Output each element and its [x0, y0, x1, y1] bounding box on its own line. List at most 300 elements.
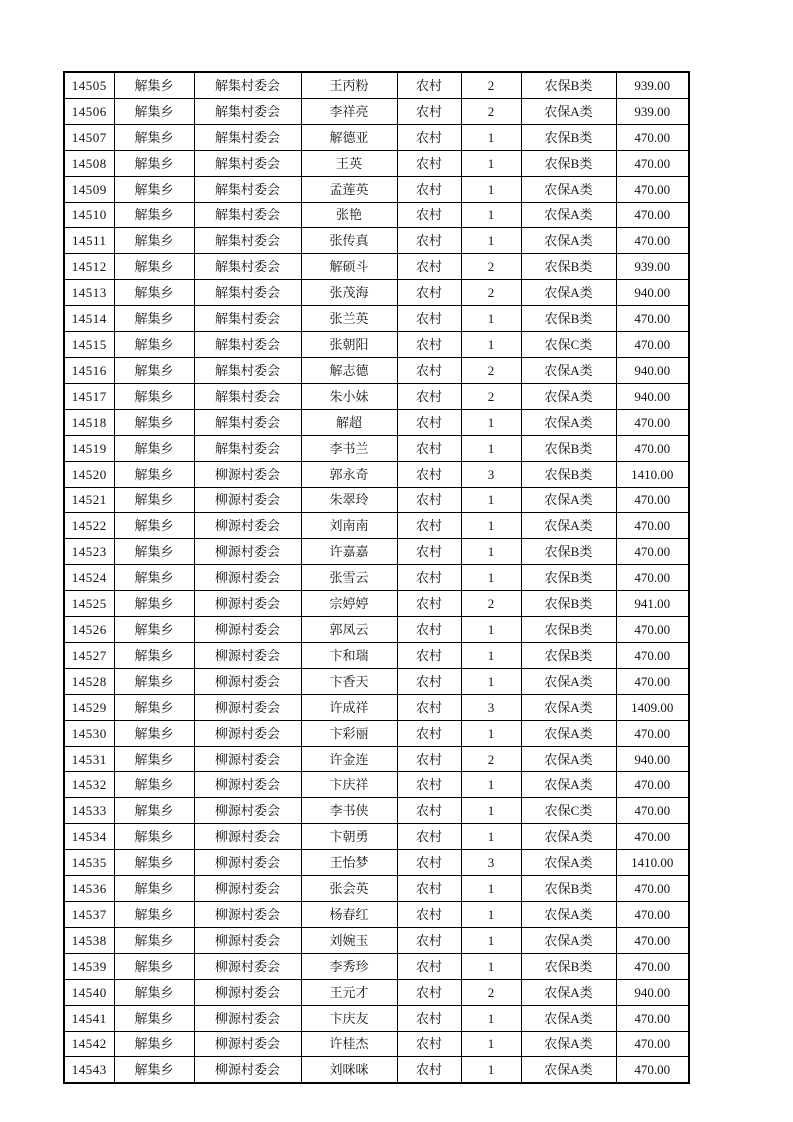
id-cell: 14510: [64, 202, 114, 228]
village-cell: 解集村委会: [194, 150, 301, 176]
village-cell: 柳源村委会: [194, 565, 301, 591]
count-cell: 2: [461, 383, 521, 409]
table-row: [64, 850, 689, 876]
category-cell: 农保B类: [521, 254, 616, 280]
amount-cell: 940.00: [616, 383, 689, 409]
township-cell: 解集乡: [114, 617, 194, 643]
residence-cell: 农村: [397, 332, 461, 358]
residence-cell: 农村: [397, 461, 461, 487]
table-row: [64, 798, 689, 824]
township-cell: 解集乡: [114, 461, 194, 487]
table-row: [64, 1057, 689, 1083]
table-row: [64, 824, 689, 850]
amount-cell: 939.00: [616, 98, 689, 124]
township-cell: 解集乡: [114, 487, 194, 513]
village-cell: 柳源村委会: [194, 902, 301, 928]
township-cell: 解集乡: [114, 124, 194, 150]
amount-cell: 470.00: [616, 1057, 689, 1083]
id-cell: 14523: [64, 539, 114, 565]
table-row: [64, 953, 689, 979]
township-cell: 解集乡: [114, 72, 194, 98]
township-cell: 解集乡: [114, 746, 194, 772]
amount-cell: 470.00: [616, 332, 689, 358]
id-cell: 14538: [64, 927, 114, 953]
township-cell: 解集乡: [114, 642, 194, 668]
name-cell: 卞庆祥: [301, 772, 397, 798]
amount-cell: 470.00: [616, 876, 689, 902]
table-row: [64, 435, 689, 461]
table-row: [64, 876, 689, 902]
table-row: [64, 979, 689, 1005]
amount-cell: 470.00: [616, 668, 689, 694]
village-cell: 柳源村委会: [194, 876, 301, 902]
id-cell: 14519: [64, 435, 114, 461]
township-cell: 解集乡: [114, 1057, 194, 1083]
residence-cell: 农村: [397, 435, 461, 461]
category-cell: 农保B类: [521, 150, 616, 176]
village-cell: 柳源村委会: [194, 513, 301, 539]
township-cell: 解集乡: [114, 902, 194, 928]
id-cell: 14537: [64, 902, 114, 928]
residence-cell: 农村: [397, 98, 461, 124]
category-cell: 农保A类: [521, 979, 616, 1005]
count-cell: 1: [461, 228, 521, 254]
table-row: [64, 383, 689, 409]
count-cell: 1: [461, 642, 521, 668]
amount-cell: 939.00: [616, 72, 689, 98]
id-cell: 14535: [64, 850, 114, 876]
table-row: [64, 357, 689, 383]
village-cell: 柳源村委会: [194, 694, 301, 720]
id-cell: 14512: [64, 254, 114, 280]
count-cell: 1: [461, 927, 521, 953]
count-cell: 2: [461, 979, 521, 1005]
township-cell: 解集乡: [114, 876, 194, 902]
residence-cell: 农村: [397, 280, 461, 306]
category-cell: 农保B类: [521, 124, 616, 150]
id-cell: 14543: [64, 1057, 114, 1083]
residence-cell: 农村: [397, 1057, 461, 1083]
category-cell: 农保B类: [521, 876, 616, 902]
township-cell: 解集乡: [114, 668, 194, 694]
category-cell: 农保A类: [521, 824, 616, 850]
table-row: [64, 254, 689, 280]
name-cell: 许成祥: [301, 694, 397, 720]
residence-cell: 农村: [397, 306, 461, 332]
name-cell: 李书兰: [301, 435, 397, 461]
category-cell: 农保B类: [521, 565, 616, 591]
table-row: [64, 539, 689, 565]
village-cell: 解集村委会: [194, 202, 301, 228]
id-cell: 14511: [64, 228, 114, 254]
village-cell: 解集村委会: [194, 176, 301, 202]
name-cell: 刘南南: [301, 513, 397, 539]
category-cell: 农保A类: [521, 927, 616, 953]
id-cell: 14532: [64, 772, 114, 798]
village-cell: 柳源村委会: [194, 772, 301, 798]
id-cell: 14506: [64, 98, 114, 124]
table-row: [64, 668, 689, 694]
amount-cell: 470.00: [616, 772, 689, 798]
table-row: [64, 617, 689, 643]
count-cell: 1: [461, 176, 521, 202]
residence-cell: 农村: [397, 824, 461, 850]
category-cell: 农保A类: [521, 487, 616, 513]
village-cell: 解集村委会: [194, 435, 301, 461]
amount-cell: 470.00: [616, 902, 689, 928]
township-cell: 解集乡: [114, 306, 194, 332]
count-cell: 1: [461, 124, 521, 150]
table-row: [64, 332, 689, 358]
residence-cell: 农村: [397, 1005, 461, 1031]
id-cell: 14514: [64, 306, 114, 332]
table-row: [64, 1005, 689, 1031]
residence-cell: 农村: [397, 668, 461, 694]
village-cell: 解集村委会: [194, 357, 301, 383]
name-cell: 解德亚: [301, 124, 397, 150]
name-cell: 解超: [301, 409, 397, 435]
amount-cell: 470.00: [616, 435, 689, 461]
residence-cell: 农村: [397, 357, 461, 383]
id-cell: 14517: [64, 383, 114, 409]
count-cell: 1: [461, 1031, 521, 1057]
township-cell: 解集乡: [114, 228, 194, 254]
table-row: [64, 176, 689, 202]
village-cell: 柳源村委会: [194, 668, 301, 694]
amount-cell: 470.00: [616, 487, 689, 513]
amount-cell: 470.00: [616, 1031, 689, 1057]
residence-cell: 农村: [397, 902, 461, 928]
amount-cell: 470.00: [616, 150, 689, 176]
table-row: [64, 1031, 689, 1057]
village-cell: 解集村委会: [194, 124, 301, 150]
category-cell: 农保B类: [521, 617, 616, 643]
category-cell: 农保A类: [521, 902, 616, 928]
village-cell: 柳源村委会: [194, 953, 301, 979]
name-cell: 张茂海: [301, 280, 397, 306]
amount-cell: 470.00: [616, 513, 689, 539]
village-cell: 柳源村委会: [194, 539, 301, 565]
category-cell: 农保A类: [521, 409, 616, 435]
count-cell: 1: [461, 798, 521, 824]
township-cell: 解集乡: [114, 409, 194, 435]
table-row: [64, 720, 689, 746]
name-cell: 李书侠: [301, 798, 397, 824]
category-cell: 农保A类: [521, 513, 616, 539]
residence-cell: 农村: [397, 202, 461, 228]
category-cell: 农保A类: [521, 772, 616, 798]
name-cell: 卞香天: [301, 668, 397, 694]
count-cell: 2: [461, 254, 521, 280]
township-cell: 解集乡: [114, 254, 194, 280]
count-cell: 1: [461, 902, 521, 928]
village-cell: 柳源村委会: [194, 591, 301, 617]
category-cell: 农保A类: [521, 694, 616, 720]
township-cell: 解集乡: [114, 565, 194, 591]
residence-cell: 农村: [397, 642, 461, 668]
residence-cell: 农村: [397, 694, 461, 720]
amount-cell: 470.00: [616, 720, 689, 746]
amount-cell: 470.00: [616, 409, 689, 435]
id-cell: 14508: [64, 150, 114, 176]
name-cell: 许桂杰: [301, 1031, 397, 1057]
category-cell: 农保B类: [521, 953, 616, 979]
count-cell: 2: [461, 746, 521, 772]
id-cell: 14529: [64, 694, 114, 720]
township-cell: 解集乡: [114, 798, 194, 824]
count-cell: 3: [461, 461, 521, 487]
amount-cell: 470.00: [616, 824, 689, 850]
id-cell: 14527: [64, 642, 114, 668]
residence-cell: 农村: [397, 228, 461, 254]
village-cell: 解集村委会: [194, 332, 301, 358]
table-row: [64, 487, 689, 513]
category-cell: 农保A类: [521, 228, 616, 254]
id-cell: 14516: [64, 357, 114, 383]
table-row: [64, 591, 689, 617]
residence-cell: 农村: [397, 746, 461, 772]
name-cell: 刘婉玉: [301, 927, 397, 953]
residence-cell: 农村: [397, 1031, 461, 1057]
id-cell: 14509: [64, 176, 114, 202]
id-cell: 14526: [64, 617, 114, 643]
id-cell: 14541: [64, 1005, 114, 1031]
name-cell: 张艳: [301, 202, 397, 228]
amount-cell: 940.00: [616, 746, 689, 772]
category-cell: 农保B类: [521, 591, 616, 617]
amount-cell: 470.00: [616, 953, 689, 979]
id-cell: 14518: [64, 409, 114, 435]
table-row: [64, 228, 689, 254]
residence-cell: 农村: [397, 798, 461, 824]
table-row: [64, 461, 689, 487]
table-body: [64, 72, 689, 1083]
category-cell: 农保C类: [521, 798, 616, 824]
name-cell: 张传真: [301, 228, 397, 254]
id-cell: 14542: [64, 1031, 114, 1057]
amount-cell: 470.00: [616, 176, 689, 202]
residence-cell: 农村: [397, 409, 461, 435]
township-cell: 解集乡: [114, 435, 194, 461]
name-cell: 王元才: [301, 979, 397, 1005]
name-cell: 解志德: [301, 357, 397, 383]
count-cell: 1: [461, 617, 521, 643]
name-cell: 王怡梦: [301, 850, 397, 876]
township-cell: 解集乡: [114, 1005, 194, 1031]
township-cell: 解集乡: [114, 720, 194, 746]
township-cell: 解集乡: [114, 176, 194, 202]
category-cell: 农保A类: [521, 720, 616, 746]
name-cell: 王丙粉: [301, 72, 397, 98]
residence-cell: 农村: [397, 772, 461, 798]
table-row: [64, 746, 689, 772]
amount-cell: 470.00: [616, 927, 689, 953]
name-cell: 朱翠玲: [301, 487, 397, 513]
township-cell: 解集乡: [114, 202, 194, 228]
residence-cell: 农村: [397, 617, 461, 643]
village-cell: 柳源村委会: [194, 824, 301, 850]
name-cell: 许金连: [301, 746, 397, 772]
village-cell: 柳源村委会: [194, 617, 301, 643]
count-cell: 1: [461, 306, 521, 332]
id-cell: 14534: [64, 824, 114, 850]
village-cell: 柳源村委会: [194, 642, 301, 668]
village-cell: 柳源村委会: [194, 1031, 301, 1057]
name-cell: 宗婷婷: [301, 591, 397, 617]
id-cell: 14515: [64, 332, 114, 358]
count-cell: 1: [461, 565, 521, 591]
amount-cell: 470.00: [616, 1005, 689, 1031]
category-cell: 农保A类: [521, 98, 616, 124]
township-cell: 解集乡: [114, 383, 194, 409]
amount-cell: 1410.00: [616, 850, 689, 876]
residence-cell: 农村: [397, 591, 461, 617]
township-cell: 解集乡: [114, 772, 194, 798]
category-cell: 农保A类: [521, 668, 616, 694]
count-cell: 1: [461, 876, 521, 902]
village-cell: 柳源村委会: [194, 927, 301, 953]
name-cell: 张雪云: [301, 565, 397, 591]
category-cell: 农保B类: [521, 539, 616, 565]
category-cell: 农保A类: [521, 176, 616, 202]
count-cell: 1: [461, 487, 521, 513]
count-cell: 1: [461, 150, 521, 176]
pension-payment-table: [63, 71, 690, 1084]
count-cell: 1: [461, 513, 521, 539]
count-cell: 1: [461, 1057, 521, 1083]
village-cell: 柳源村委会: [194, 798, 301, 824]
township-cell: 解集乡: [114, 591, 194, 617]
township-cell: 解集乡: [114, 539, 194, 565]
table-row: [64, 124, 689, 150]
township-cell: 解集乡: [114, 150, 194, 176]
category-cell: 农保C类: [521, 332, 616, 358]
table-row: [64, 150, 689, 176]
table-row: [64, 98, 689, 124]
count-cell: 1: [461, 539, 521, 565]
category-cell: 农保A类: [521, 1005, 616, 1031]
amount-cell: 1410.00: [616, 461, 689, 487]
amount-cell: 939.00: [616, 254, 689, 280]
name-cell: 许嘉嘉: [301, 539, 397, 565]
id-cell: 14522: [64, 513, 114, 539]
id-cell: 14520: [64, 461, 114, 487]
count-cell: 1: [461, 202, 521, 228]
township-cell: 解集乡: [114, 332, 194, 358]
category-cell: 农保A类: [521, 850, 616, 876]
residence-cell: 农村: [397, 953, 461, 979]
table-row: [64, 280, 689, 306]
residence-cell: 农村: [397, 254, 461, 280]
amount-cell: 470.00: [616, 539, 689, 565]
amount-cell: 940.00: [616, 280, 689, 306]
category-cell: 农保A类: [521, 280, 616, 306]
table-row: [64, 694, 689, 720]
table-row: [64, 902, 689, 928]
name-cell: 卞庆友: [301, 1005, 397, 1031]
count-cell: 3: [461, 694, 521, 720]
name-cell: 朱小妹: [301, 383, 397, 409]
count-cell: 1: [461, 772, 521, 798]
residence-cell: 农村: [397, 720, 461, 746]
id-cell: 14524: [64, 565, 114, 591]
amount-cell: 470.00: [616, 228, 689, 254]
id-cell: 14507: [64, 124, 114, 150]
name-cell: 李祥亮: [301, 98, 397, 124]
name-cell: 张会英: [301, 876, 397, 902]
category-cell: 农保A类: [521, 383, 616, 409]
table-row: [64, 565, 689, 591]
amount-cell: 470.00: [616, 617, 689, 643]
village-cell: 柳源村委会: [194, 487, 301, 513]
count-cell: 1: [461, 953, 521, 979]
township-cell: 解集乡: [114, 850, 194, 876]
residence-cell: 农村: [397, 876, 461, 902]
table-row: [64, 202, 689, 228]
count-cell: 1: [461, 824, 521, 850]
name-cell: 王英: [301, 150, 397, 176]
village-cell: 解集村委会: [194, 72, 301, 98]
table-row: [64, 772, 689, 798]
village-cell: 解集村委会: [194, 254, 301, 280]
village-cell: 解集村委会: [194, 409, 301, 435]
category-cell: 农保A类: [521, 357, 616, 383]
table-row: [64, 513, 689, 539]
village-cell: 解集村委会: [194, 383, 301, 409]
id-cell: 14530: [64, 720, 114, 746]
name-cell: 杨春红: [301, 902, 397, 928]
name-cell: 郭永奇: [301, 461, 397, 487]
amount-cell: 470.00: [616, 798, 689, 824]
residence-cell: 农村: [397, 487, 461, 513]
village-cell: 解集村委会: [194, 280, 301, 306]
category-cell: 农保B类: [521, 306, 616, 332]
table-row: [64, 642, 689, 668]
township-cell: 解集乡: [114, 513, 194, 539]
count-cell: 1: [461, 332, 521, 358]
village-cell: 解集村委会: [194, 98, 301, 124]
amount-cell: 470.00: [616, 565, 689, 591]
residence-cell: 农村: [397, 383, 461, 409]
table-row: [64, 409, 689, 435]
id-cell: 14540: [64, 979, 114, 1005]
village-cell: 解集村委会: [194, 228, 301, 254]
category-cell: 农保A类: [521, 1031, 616, 1057]
category-cell: 农保A类: [521, 746, 616, 772]
village-cell: 柳源村委会: [194, 1057, 301, 1083]
residence-cell: 农村: [397, 565, 461, 591]
township-cell: 解集乡: [114, 357, 194, 383]
amount-cell: 941.00: [616, 591, 689, 617]
amount-cell: 470.00: [616, 642, 689, 668]
amount-cell: 940.00: [616, 979, 689, 1005]
id-cell: 14513: [64, 280, 114, 306]
residence-cell: 农村: [397, 176, 461, 202]
township-cell: 解集乡: [114, 1031, 194, 1057]
count-cell: 1: [461, 668, 521, 694]
residence-cell: 农村: [397, 539, 461, 565]
village-cell: 柳源村委会: [194, 1005, 301, 1031]
residence-cell: 农村: [397, 124, 461, 150]
count-cell: 2: [461, 98, 521, 124]
name-cell: 刘咪咪: [301, 1057, 397, 1083]
village-cell: 柳源村委会: [194, 720, 301, 746]
name-cell: 孟莲英: [301, 176, 397, 202]
amount-cell: 940.00: [616, 357, 689, 383]
name-cell: 张朝阳: [301, 332, 397, 358]
residence-cell: 农村: [397, 979, 461, 1005]
township-cell: 解集乡: [114, 953, 194, 979]
